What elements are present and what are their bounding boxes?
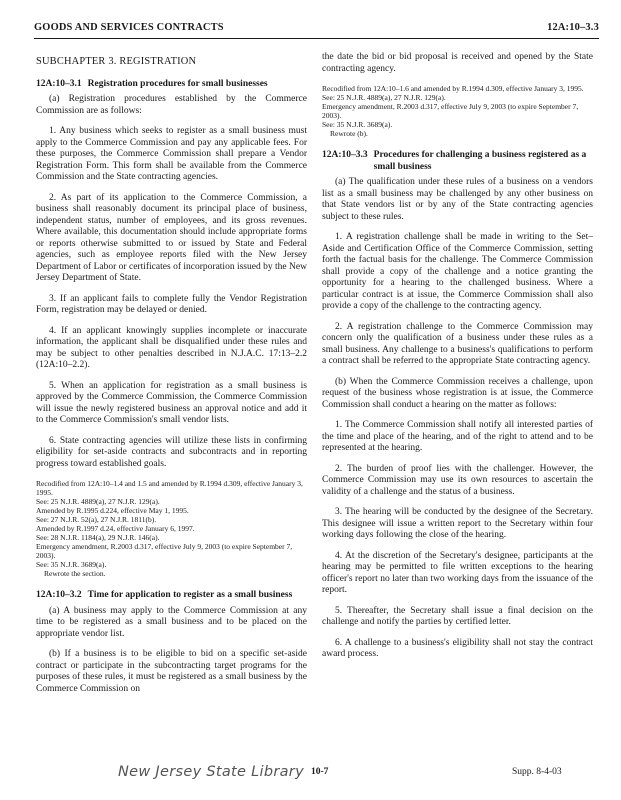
list-item: 6. A challenge to a business's eligibility shall not stay the contract award process. bbox=[322, 637, 593, 659]
paragraph-b: (b) When the Commerce Commission receives a challenge, upon request of the business whose registration is at issue, the Commerce Commission shall conduct a hearing on the matter as follows: bbox=[322, 376, 593, 410]
history-line: Amended by R.1997 d.24, effective January 6, 1997. bbox=[36, 524, 195, 533]
header-section-ref: 12A:10–3.3 bbox=[547, 22, 599, 33]
history-line: Emergency amendment, R.2003 d.317, effective July 9, 2003 (to expire September 7, 2003). bbox=[36, 542, 293, 560]
history-line: Rewrote (b). bbox=[330, 129, 368, 138]
list-item: 2. A registration challenge to the Commerce Commission may concern only the qualification of a business under these rules as a small business. Any challenge to a business's qualifications to perform a contract shall be referred to the appropriate State contracting agency. bbox=[322, 321, 593, 366]
header-rule bbox=[34, 38, 599, 39]
list-item: 3. If an applicant fails to complete fully the Vendor Registration Form, registration may be delayed or denied. bbox=[36, 293, 307, 315]
paragraph-a: (a) A business may apply to the Commerce Commission at any time to be registered as a small business and to be placed on the appropriate vendor list. bbox=[36, 605, 307, 639]
paragraph-b: (b) If a business is to be eligible to bid on a specific set-aside contract or participate in the subcontracting target programs for the purposes of these rules, it must be registered as a small business by the Commerce Commission on bbox=[36, 649, 307, 694]
list-item: 5. Thereafter, the Secretary shall issue a final decision on the challenge and notify the parties by certified letter. bbox=[322, 605, 593, 627]
section-heading-3-2 bbox=[36, 590, 307, 602]
history-line: See: 27 N.J.R. 52(a), 27 N.J.R. 1811(b). bbox=[36, 515, 157, 524]
history-line: See: 35 N.J.R. 3689(a). bbox=[322, 120, 393, 129]
continued-paragraph: the date the bid or bid proposal is received and opened by the State contracting agency. bbox=[322, 52, 593, 74]
section-title: Time for application to register as a small business bbox=[87, 590, 293, 600]
section-title: Registration procedures for small businesses bbox=[87, 78, 268, 89]
history-line: Amended by R.1995 d.224, effective May 1, 1995. bbox=[36, 506, 189, 515]
list-item: 4. At the discretion of the Secretary's designee, participants at the hearing may be permitted to file written exceptions to the hearing officer's report no later than two working days from the issuance of the report. bbox=[322, 550, 593, 595]
history-line: Recodified from 12A:10–1.4 and 1.5 and amended by R.1994 d.309, effective January 3, 1995. bbox=[36, 479, 303, 497]
list-item: 1. Any business which seeks to register as a small business must apply to the Commerce Commission and pay any applicable fees. For these purposes, the Commerce Commission shall prepare a Vendor Registration Form. This form shall be available from the Commerce Commission and the State contracting agencies. bbox=[36, 126, 307, 182]
history-line: Recodified from 12A:10–1.6 and amended by R.1994 d.309, effective January 3, 1995. bbox=[322, 84, 584, 93]
section-heading-3-1 bbox=[36, 79, 307, 91]
history-line: See: 25 N.J.R. 4889(a), 27 N.J.R. 129(a). bbox=[36, 497, 160, 506]
section-title: Procedures for challenging a business registered as a small business bbox=[373, 150, 587, 172]
page-number: 10-7 bbox=[311, 767, 329, 777]
list-item: 2. As part of its application to the Commerce Commission, a business shall reasonably document its principal place of business, independent status, number of employees, and its gross revenues. Where available, this documentation should include appropriate forms or reports otherwise submitted to or issued by State and Federal agencies, such as employee reports filed with the New Jersey Department of Labor or certificates of incorporation issued by the New Jersey Department of State. bbox=[36, 192, 307, 283]
list-item: 5. When an application for registration as a small business is approved by the Commerce Commission, the Commerce Commission will issue the newly registered business an approval notice and add it to the Commerce Commission's small vendor lists. bbox=[36, 380, 307, 425]
history-line: See: 35 N.J.R. 3689(a). bbox=[36, 560, 107, 569]
history-line: Rewrote the section. bbox=[44, 569, 106, 578]
list-item: 1. The Commerce Commission shall notify all interested parties of the time and place of the hearing, and of the right to attend and to be represented at the hearing. bbox=[322, 420, 593, 453]
list-item: 6. State contracting agencies will utilize these lists in confirming eligibility for set-aside contracts and subcontracts and in reporting progress toward established goals. bbox=[36, 435, 307, 469]
library-stamp: New Jersey State Library bbox=[118, 764, 304, 780]
subchapter-title: SUBCHAPTER 3. REGISTRATION bbox=[36, 56, 197, 67]
history-note bbox=[322, 84, 593, 138]
section-number: 12A:10–3.3 bbox=[322, 150, 368, 160]
list-item: 4. If an applicant knowingly supplies incomplete or inaccurate information, the applicant shall be disqualified under these rules and may be subject to other penalties described in N.J.A.C. 17:13–2.2 (12A:10–2.2). bbox=[36, 325, 307, 370]
running-header bbox=[34, 22, 599, 33]
right-column bbox=[322, 52, 593, 670]
paragraph-a: (a) The qualification under these rules of a business on a vendors list as a small business may be challenged by any other business on that State vendors list or by any of the State contracting agencies subject to these rules. bbox=[322, 177, 593, 222]
left-column bbox=[36, 52, 307, 704]
list-item: 2. The burden of proof lies with the challenger. However, the Commerce Commission may use its own resources to ascertain the validity of a challenge and the status of a business. bbox=[322, 463, 593, 497]
history-line: See: 28 N.J.R. 1184(a), 29 N.J.R. 146(a). bbox=[36, 533, 160, 542]
section-number: 12A:10–3.2 bbox=[36, 590, 82, 600]
list-item: 3. The hearing will be conducted by the designee of the Secretary. This designee will issue a written report to the Secretary within four working days following the close of the hearing. bbox=[322, 507, 593, 540]
paragraph-a: (a) Registration procedures established by the Commerce Commission are as follows: bbox=[36, 94, 307, 116]
history-line: See: 25 N.J.R. 4889(a), 27 N.J.R. 129(a). bbox=[322, 93, 446, 102]
header-title: GOODS AND SERVICES CONTRACTS bbox=[34, 22, 224, 33]
list-item: 1. A registration challenge shall be made in writing to the Set–Aside and Certification Office of the Commerce Commission, setting forth the factual basis for the challenge. The Commerce Commission shall provide a copy of the challenge and a notice granting the opportunity for a hearing to the challenged business. Where a particular contract is at issue, the Commerce Commission shall also provide a copy of the challenge to the contracting agency. bbox=[322, 232, 593, 311]
supplement-date: Supp. 8-4-03 bbox=[512, 767, 562, 777]
section-number: 12A:10–3.1 bbox=[36, 78, 82, 89]
history-note bbox=[36, 479, 307, 578]
section-heading-3-3 bbox=[322, 150, 593, 173]
history-line: Emergency amendment, R.2003 d.317, effective July 9, 2003 (to expire September 7, 2003). bbox=[322, 102, 579, 120]
